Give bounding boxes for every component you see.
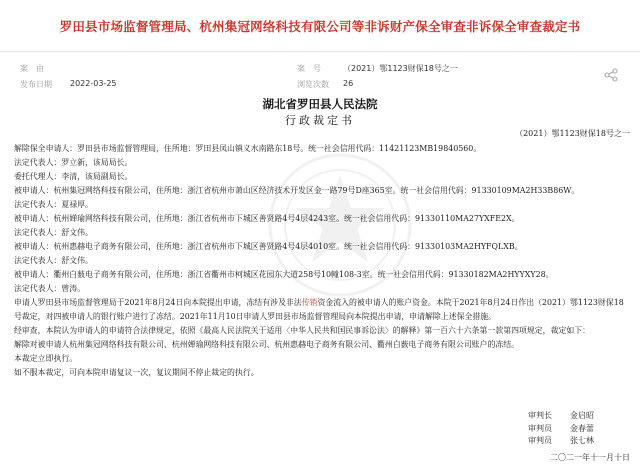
document-body (14, 142, 626, 380)
judge-row: 审判长 金启昭 (528, 411, 594, 420)
paragraph: 被申请人：杭州集冠网络科技有限公司，住所地：浙江省杭州市萧山区经济技术开发区金一路79号D座365室。统一社会信用代码：91330109MA2H33B86W。 (14, 186, 580, 195)
judge-row: 审判员 金春蕾 (528, 423, 594, 433)
case-number-label: 案 号 (297, 64, 321, 73)
views-label: 浏览次数 (297, 80, 329, 89)
paragraph-reasoning: 经审查，本院认为申请人的申请符合法律规定，依照《最高人民法院关于适用〈中华人民共和国民事诉讼法〉的解释》第一百六十六条第一款第四项规定，裁定如下： (14, 326, 591, 335)
paragraph: 委托代理人：李清，该局副局长。 (14, 172, 133, 181)
judge-row: 审判员 张七林 (528, 436, 594, 445)
page-header (0, 0, 640, 52)
judge-signatures (528, 410, 594, 448)
views-value: 26 (343, 79, 354, 88)
case-cause-label: 案 由 (20, 64, 44, 73)
paragraph-facts: 申请人罗田县市场监督管理局于2021年8月24日向本院提出申请，冻结有涉及非法传销资金流入的被申请人的账户资金。本院于2021年8月24日作出（2021）鄂1123财保18号裁定，对四被申请人的银行账户进行了冻结。2021年11月10日申请人罗田县市场监督管理局向本院提出申请，申请解除上述保全措施。 (14, 298, 624, 321)
paragraph: 法定代表人：夏禄厚。 (14, 200, 93, 209)
paragraph: 解除保全申请人：罗田县市场监督管理局，住所地：罗田县凤山镇义水南路东18号。统一社会信用代码：11421123MB19840560。 (14, 144, 482, 153)
court-name: 湖北省罗田县人民法院 (262, 97, 378, 111)
paragraph: 法定代表人：舒文伟。 (14, 256, 93, 265)
publish-date-value: 2022-03-25 (70, 79, 117, 88)
paragraph-ruling: 解除对被申请人杭州集冠网络科技有限公司、杭州婵瑜网络科技有限公司、杭州惠赫电子商务有限公司、衢州白薮电子商务有限公司账户的冻结。 (14, 340, 520, 349)
paragraph: 被申请人：杭州惠赫电子商务有限公司，住所地：浙江省杭州市下城区善贤路4号4层4010室。统一社会信用代码：91330103MA2HYFQLXB。 (14, 242, 523, 251)
paragraph-effect: 本裁定立即执行。 (14, 354, 78, 363)
document-meta (0, 58, 640, 94)
paragraph: 法定代表人：舒文伟。 (14, 228, 93, 237)
paragraph: 法定代表人：曾涛。 (14, 284, 86, 293)
publish-date-label: 发布日期 (20, 80, 52, 89)
ruling-date: 二〇二一年十一月十日 (550, 453, 630, 462)
share-icon[interactable] (604, 68, 618, 82)
document-type: 行政裁定书 (285, 114, 355, 127)
paragraph: 被申请人：杭州婵瑜网络科技有限公司，住所地：浙江省杭州市下城区善贤路4号4层4243室。统一社会信用代码：91330110MA27YXFE2X。 (14, 214, 520, 223)
paragraph: 被申请人：衢州白薮电子商务有限公司，住所地：浙江省衢州市柯城区花园东大道258号10幢108-3室。统一社会信用代码：91330182MA2HYYXY28。 (14, 270, 554, 279)
paragraph: 法定代表人：罗立新，该局局长。 (14, 158, 133, 167)
document-case-number: （2021）鄂1123财保18号之一 (515, 129, 630, 138)
highlighted-keyword: 传销 (301, 298, 318, 307)
paragraph-appeal: 如不服本裁定，可向本院申请复议一次，复议期间不停止裁定的执行。 (14, 368, 259, 377)
case-number-value: （2021）鄂1123财保18号之一 (343, 64, 458, 73)
document-title: 罗田县市场监督管理局、杭州集冠网络科技有限公司等非诉财产保全审查非诉保全审查裁定书 (59, 19, 581, 34)
